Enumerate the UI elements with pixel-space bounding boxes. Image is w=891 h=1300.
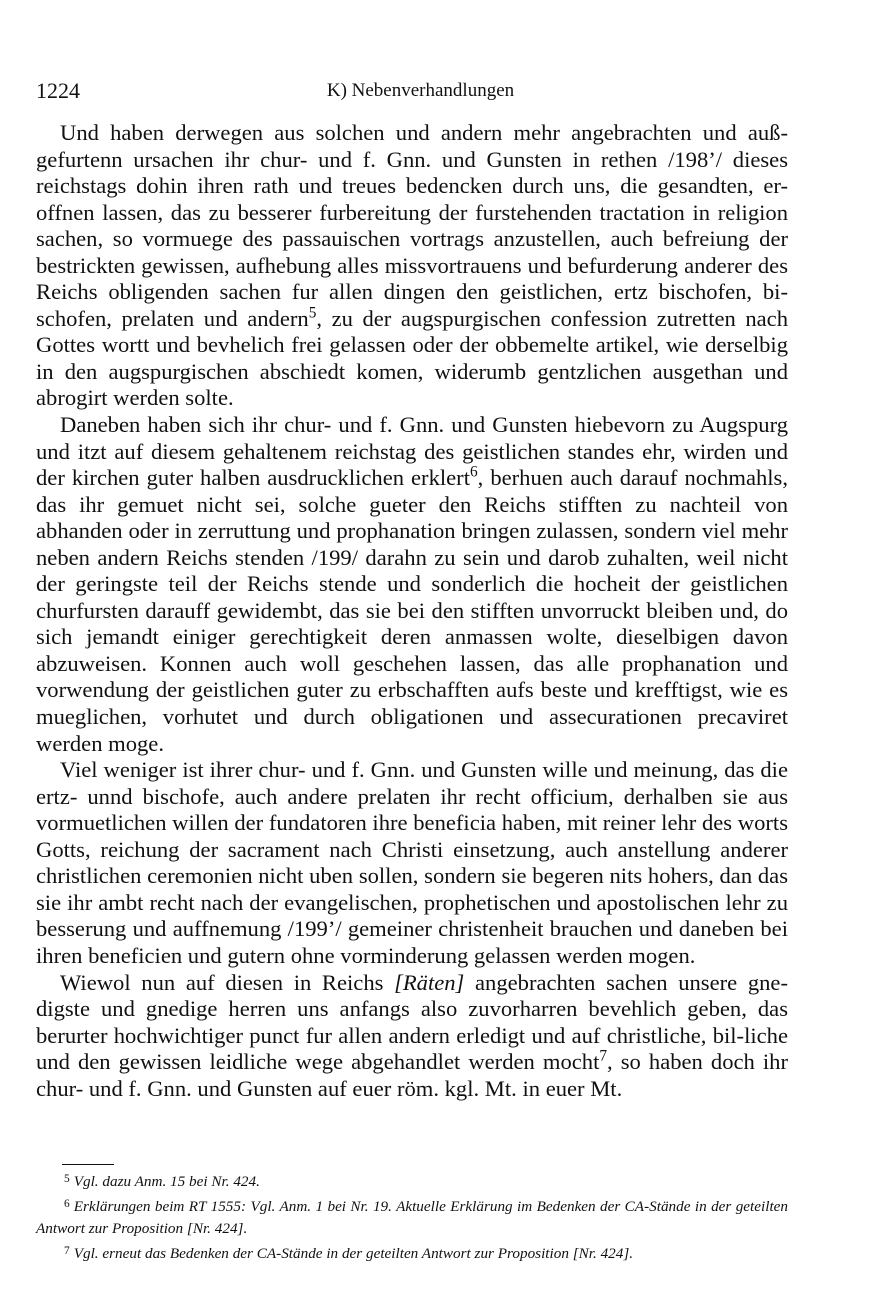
footnote-ref: 6 [469, 463, 478, 481]
footnote [36, 1193, 788, 1240]
footnote-number: 6 [64, 1197, 70, 1210]
paragraph [36, 970, 788, 1103]
text-segment: , so haben doch ihr chur- und f. Gnn. und Gunsten auf euer röm. kgl. Mt. in euer Mt. [36, 1049, 788, 1101]
editorial-insertion: [Räten] [394, 969, 465, 995]
footnote-text: Vgl. erneut das Bedenken der CA-Stände in der geteilten Antwort zur Proposition [Nr. 424]. [73, 1244, 634, 1262]
footnote-number: 7 [64, 1244, 70, 1257]
footnote-text: Erklärungen beim RT 1555: Vgl. Anm. 1 bei Nr. 19. Aktuelle Erklärung im Bedenken der CA-Stände in der geteilten Antwort zur Proposition [Nr. 424]. [36, 1197, 788, 1237]
footnote-divider [62, 1164, 114, 1165]
footnote [36, 1168, 788, 1193]
paragraph [36, 757, 788, 969]
running-title: K) Nebenverhandlungen [326, 80, 515, 101]
text-segment: angebrachten sachen unsere gne-digste und gnedige herren uns anfangs also zuvorharren bevehlich geben, das berurter hochwichtiger punct fur allen andern erledigt und auf christliche, bil-liche und den gewissen leidliche wege abgehandlet werden mocht [36, 969, 788, 1075]
footnote [36, 1240, 788, 1265]
page-header [36, 78, 805, 106]
text-segment: Daneben haben sich ihr chur- und f. Gnn. und Gunsten hiebevorn zu Augspurg und itzt auf diesem gehaltenem reichstag des geistlichen standes ehr, wirden und der kirchen guter halben ausdrucklichen erklert [36, 412, 788, 491]
page-number: 1224 [36, 78, 80, 103]
footnote-ref: 7 [599, 1047, 608, 1065]
paragraph [36, 120, 788, 412]
text-segment: Viel weniger ist ihrer chur- und f. Gnn. und Gunsten wille und meinung, das die ertz- unnd bischofe, auch andere prelaten ihr recht officium, derhalben sie aus vormuetlichen willen der fundatoren ihre beneficia haben, mit reiner lehr des worts Gotts, reichung der sacrament nach Christi einsetzung, auch anstellung anderer christlichen ceremonien nicht uben sollen, sondern sie begeren nits hohers, dan das sie ihr ambt recht nach der evangelischen, prophetischen und apostolischen lehr zu besserung und auffnemung /199’/ gemeiner christenheit brauchen und daneben bei ihren beneficien und gutern ohne vorminderung gelassen werden mogen. [36, 757, 788, 968]
text-segment: Und haben derwegen aus solchen und andern mehr angebrachten und auß-gefurtenn ursachen ihr chur- und f. Gnn. und Gunsten in rethen /198’/ dieses reichstags dohin ihren rath und treues bedencken durch uns, die gesandten, er-offnen lassen, das zu besserer furbereitung der furstehenden tractation in religion sachen, so vormuege des passauischen vortrags anzustellen, auch befreiung der bestrickten gewissen, aufhebung alles missvortrauens und befurderung anderer des Reichs obligenden sachen fur allen dingen den geistlichen, ertz bischofen, bi-schofen, prelaten und andern [36, 120, 788, 331]
text-segment: Wiewol nun auf diesen in Reichs [60, 969, 395, 995]
body-text [36, 120, 788, 1102]
footnote-text: Vgl. dazu Anm. 15 bei Nr. 424. [73, 1172, 260, 1190]
footnote-ref: 5 [308, 304, 317, 322]
footnotes [36, 1168, 788, 1265]
text-segment: , berhuen auch darauf nochmahls, das ihr gemuet nicht sei, solche gueter den Reichs stifften zu nachteil von abhanden oder in zerruttung und prophanation bringen zulassen, sondern viel mehr neben andern Reichs stenden /199/ darahn zu sein und darob zuhalten, weil nicht der geringste teil der Reichs stende und sonderlich die hocheit der geistlichen churfursten darauff gewidembt, das sie bei den stifften unvorruckt bleiben und, do sich jemandt einiger gerechtigkeit deren anmassen wolte, dieselbigen davon abzuweisen. Konnen auch woll geschehen lassen, das alle prophanation und vorwendung der geistlichen guter zu erbschafften aufs beste und krefftigst, wie es mueglichen, vorhutet und durch obligationen und assecurationen precaviret werden moge. [36, 465, 788, 756]
text-segment: , zu der augspurgischen confession zutretten nach Gottes wortt und bevhelich frei gelassen oder der obbemelte artikel, wie derselbig in den augspurgischen abschiedt komen, widerumb gentzlichen ausgethan und abrogirt werden solte. [36, 305, 788, 411]
paragraph [36, 412, 788, 757]
footnote-number: 5 [64, 1173, 70, 1185]
